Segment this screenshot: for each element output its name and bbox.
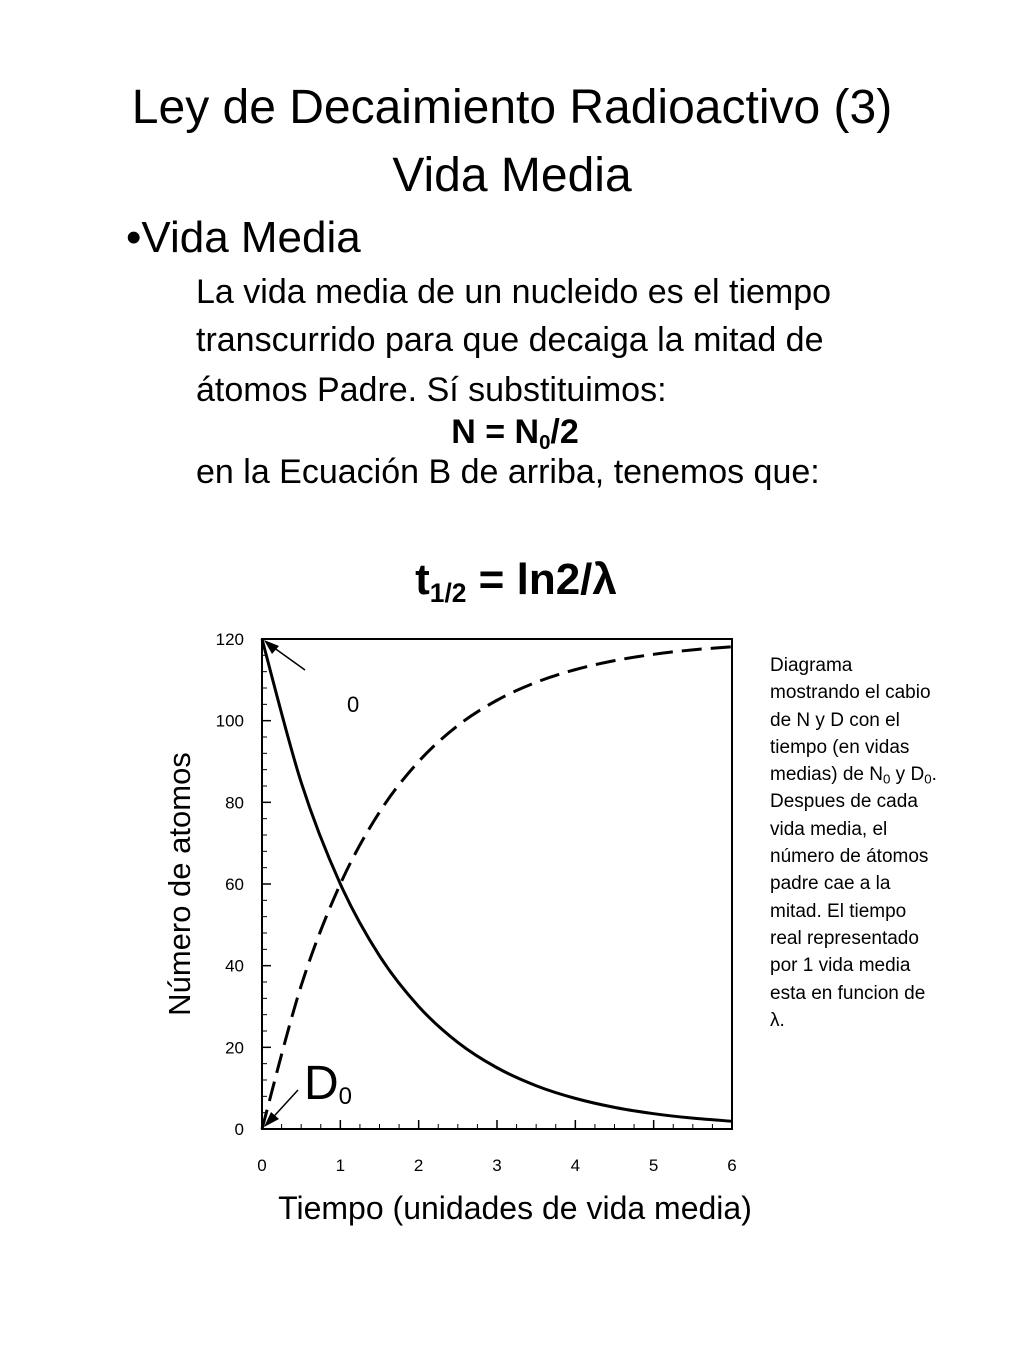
d0-label [304, 1056, 352, 1112]
x-tick-label: 5 [648, 1156, 659, 1175]
y-tick-label: 80 [225, 793, 244, 813]
decay-chart [150, 622, 750, 1182]
x-tick-label: 4 [570, 1156, 581, 1175]
y-tick-label: 100 [215, 711, 244, 731]
paragraph-line-1: La vida media de un nucleido es el tiempo [196, 273, 832, 311]
caption-subscript-2: 0 [924, 771, 932, 787]
slide-title-line-2: Vida Media [392, 149, 632, 202]
y-axis-label: Número de atomos [162, 752, 197, 1016]
equation-half-life-left: t [415, 555, 430, 604]
paragraph-line-2: transcurrido para que decaiga la mitad de [196, 321, 824, 359]
n0-curve-label: 0 [347, 692, 360, 717]
x-tick-label: 3 [492, 1156, 502, 1175]
x-tick-label: 6 [727, 1156, 737, 1175]
equation-half-life-subscript: 1/2 [429, 577, 467, 608]
d0-label-subscript: 0 [338, 1082, 353, 1110]
paragraph-line-3: átomos Padre. Sí substituimos: [196, 371, 667, 409]
equation-half-life-right: = ln2/λ [466, 555, 617, 604]
x-tick-label: 0 [257, 1156, 267, 1175]
paragraph-line-4: en la Ecuación B de arriba, tenemos que: [196, 453, 820, 491]
x-tick-label: 2 [413, 1156, 424, 1175]
equation-n-half-left: N = N [451, 413, 540, 451]
equation-n-half-right: /2 [550, 413, 579, 451]
d0-label-text: D [304, 1057, 339, 1110]
caption-part-3: . Despues de cada vida media, el número de átomos padre cae a la mitad. El tiempo real representado por 1 vida media esta en funcion de λ. [770, 764, 937, 1031]
equation-n-half-subscript: 0 [539, 432, 551, 455]
y-tick-label: 60 [225, 875, 244, 894]
slide-title-line-1: Ley de Decaimiento Radioactivo (3) [131, 81, 893, 134]
chart-caption [770, 652, 940, 1034]
caption-part-2: y D [890, 764, 925, 786]
equation-n-half [0, 410, 1024, 454]
y-tick-label: 120 [215, 630, 244, 649]
equation-half-life [0, 552, 1024, 608]
y-tick-label: 40 [225, 956, 244, 976]
bullet-heading: •Vida Media [126, 213, 361, 262]
y-tick-label: 0 [234, 1120, 244, 1139]
x-axis-title: Tiempo (unidades de vida media) [278, 1190, 752, 1226]
y-tick-label: 20 [225, 1038, 244, 1058]
series-parent-line [262, 639, 732, 1121]
caption-subscript-1: 0 [883, 771, 891, 787]
x-tick-label: 1 [335, 1156, 346, 1175]
caption-part-1: Diagrama mostrando el cabio de N y D con el tiempo (en vidas medias) de N [770, 655, 931, 786]
